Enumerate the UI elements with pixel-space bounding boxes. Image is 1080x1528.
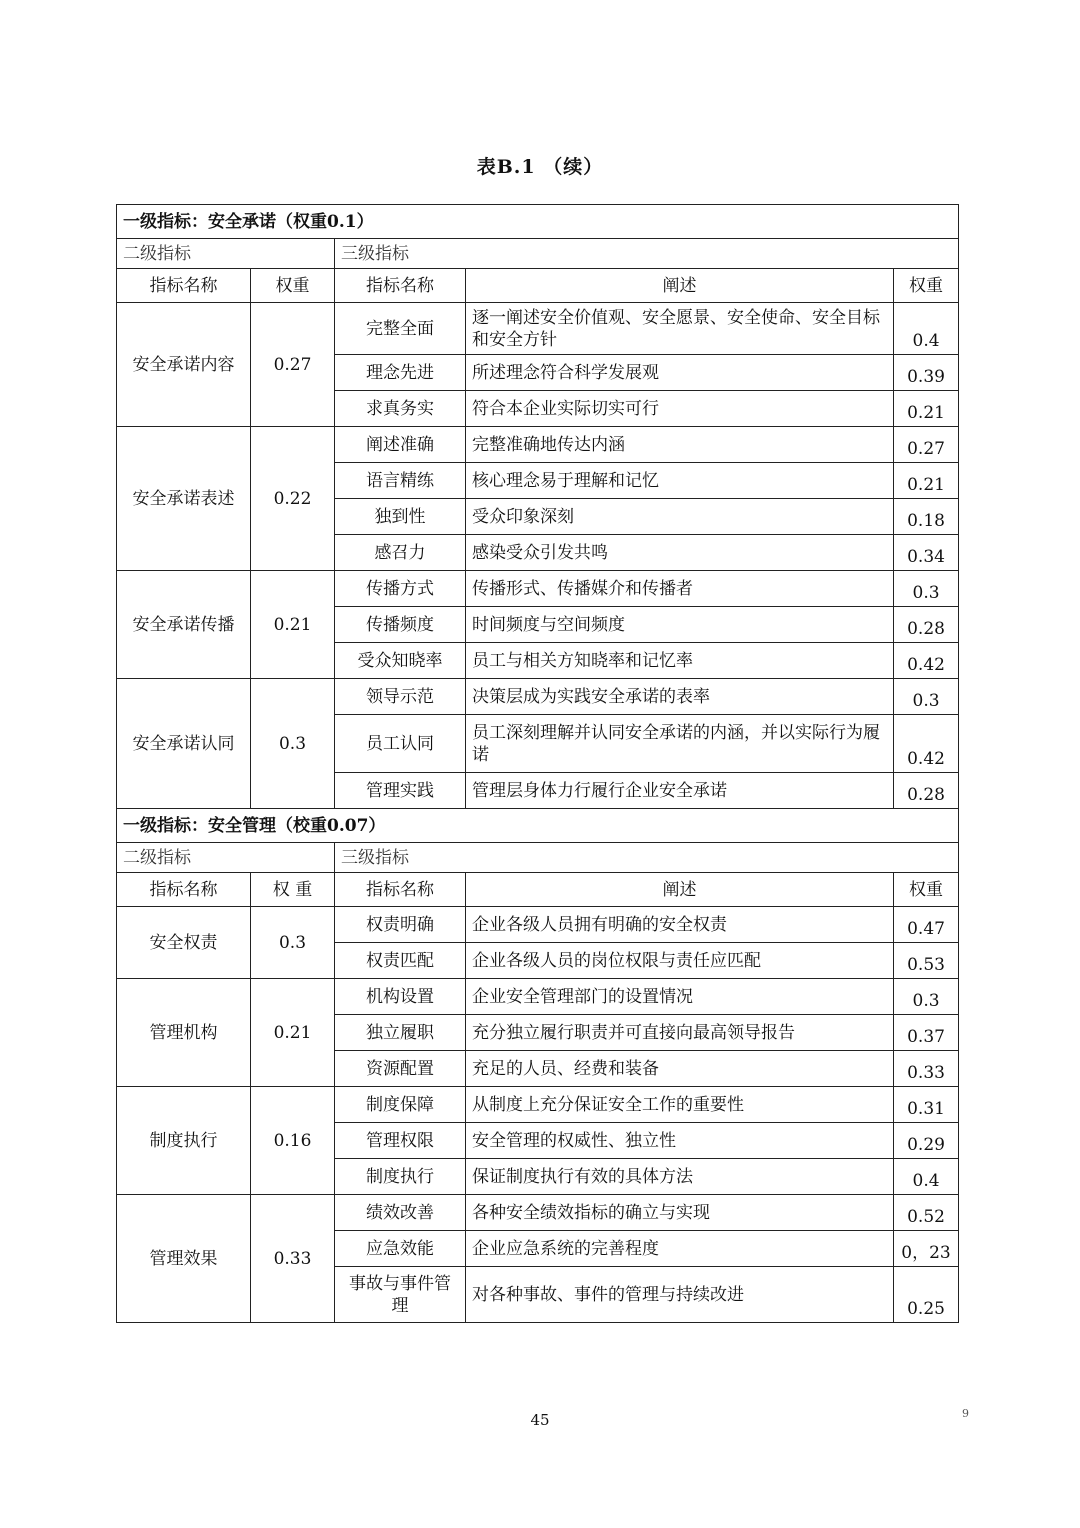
group-weight: 0.21 <box>251 571 335 679</box>
group-name: 安全权责 <box>117 907 251 979</box>
item-name: 求真务实 <box>335 391 466 427</box>
col-header-weight: 权重 <box>894 873 959 907</box>
group-name: 管理机构 <box>117 979 251 1087</box>
item-desc: 保证制度执行有效的具体方法 <box>466 1159 894 1195</box>
item-desc: 核心理念易于理解和记忆 <box>466 463 894 499</box>
col-header-name: 指标名称 <box>117 873 251 907</box>
item-weight: 0.29 <box>894 1123 959 1159</box>
item-weight: 0.3 <box>894 979 959 1015</box>
item-desc: 企业应急系统的完善程度 <box>466 1231 894 1267</box>
table-title: 表B.1 （续） <box>476 156 604 178</box>
item-name: 独立履职 <box>335 1015 466 1051</box>
item-weight: 0.3 <box>894 679 959 715</box>
item-desc: 符合本企业实际切实可行 <box>466 391 894 427</box>
item-desc: 时间频度与空间频度 <box>466 607 894 643</box>
item-name: 应急效能 <box>335 1231 466 1267</box>
level2-label: 二级指标 <box>117 843 335 873</box>
item-name: 管理权限 <box>335 1123 466 1159</box>
item-name: 传播方式 <box>335 571 466 607</box>
group-weight: 0.3 <box>251 679 335 809</box>
item-weight: 0.4 <box>894 303 959 355</box>
item-weight: 0.37 <box>894 1015 959 1051</box>
table-row <box>117 679 959 715</box>
col-header-desc: 阐述 <box>466 269 894 303</box>
item-name: 阐述准确 <box>335 427 466 463</box>
item-weight: 0.3 <box>894 571 959 607</box>
item-desc: 充足的人员、经费和装备 <box>466 1051 894 1087</box>
level3-label: 三级指标 <box>335 239 959 269</box>
item-desc: 企业安全管理部门的设置情况 <box>466 979 894 1015</box>
table-row <box>117 571 959 607</box>
section-header: 一级指标：安全承诺（权重0.1） <box>117 205 959 239</box>
item-name: 受众知晓率 <box>335 643 466 679</box>
item-name: 权责匹配 <box>335 943 466 979</box>
item-weight: 0.21 <box>894 463 959 499</box>
item-name: 员工认同 <box>335 715 466 773</box>
group-name: 管理效果 <box>117 1195 251 1323</box>
item-desc: 感染受众引发共鸣 <box>466 535 894 571</box>
item-name: 权责明确 <box>335 907 466 943</box>
item-weight: 0.27 <box>894 427 959 463</box>
item-name: 事故与事件管理 <box>335 1267 466 1323</box>
col-header-weight: 权重 <box>251 269 335 303</box>
page-number: 45 <box>530 1411 550 1429</box>
group-name: 安全承诺内容 <box>117 303 251 427</box>
group-weight: 0.27 <box>251 303 335 427</box>
item-name: 传播频度 <box>335 607 466 643</box>
item-name: 机构设置 <box>335 979 466 1015</box>
table-row <box>117 427 959 463</box>
col-header-desc: 阐述 <box>466 873 894 907</box>
item-name: 理念先进 <box>335 355 466 391</box>
group-weight: 0.21 <box>251 979 335 1087</box>
item-name: 感召力 <box>335 535 466 571</box>
col-header-weight: 权 重 <box>251 873 335 907</box>
table-row <box>117 979 959 1015</box>
table-row <box>117 1087 959 1123</box>
item-desc: 员工深刻理解并认同安全承诺的内涵，并以实际行为履诺 <box>466 715 894 773</box>
item-weight: 0.28 <box>894 607 959 643</box>
group-weight: 0.33 <box>251 1195 335 1323</box>
item-desc: 从制度上充分保证安全工作的重要性 <box>466 1087 894 1123</box>
item-name: 语言精练 <box>335 463 466 499</box>
group-weight: 0.22 <box>251 427 335 571</box>
item-desc: 员工与相关方知晓率和记忆率 <box>466 643 894 679</box>
item-name: 领导示范 <box>335 679 466 715</box>
item-name: 管理实践 <box>335 773 466 809</box>
item-weight: 0.18 <box>894 499 959 535</box>
indicator-table <box>116 204 959 1323</box>
item-weight: 0.31 <box>894 1087 959 1123</box>
item-weight: 0.4 <box>894 1159 959 1195</box>
item-weight: 0.34 <box>894 535 959 571</box>
item-desc: 企业各级人员的岗位权限与责任应匹配 <box>466 943 894 979</box>
table-row <box>117 907 959 943</box>
corner-mark: 9 <box>962 1407 969 1420</box>
group-weight: 0.3 <box>251 907 335 979</box>
item-name: 完整全面 <box>335 303 466 355</box>
item-weight: 0.42 <box>894 643 959 679</box>
item-weight: 0.53 <box>894 943 959 979</box>
item-name: 独到性 <box>335 499 466 535</box>
group-weight: 0.16 <box>251 1087 335 1195</box>
col-header-name: 指标名称 <box>335 269 466 303</box>
item-weight: 0.33 <box>894 1051 959 1087</box>
item-desc: 安全管理的权威性、独立性 <box>466 1123 894 1159</box>
item-weight: 0.52 <box>894 1195 959 1231</box>
group-name: 安全承诺认同 <box>117 679 251 809</box>
item-desc: 充分独立履行职责并可直接向最高领导报告 <box>466 1015 894 1051</box>
item-desc: 决策层成为实践安全承诺的表率 <box>466 679 894 715</box>
section-header: 一级指标：安全管理（校重0.07） <box>117 809 959 843</box>
group-name: 安全承诺表述 <box>117 427 251 571</box>
group-name: 安全承诺传播 <box>117 571 251 679</box>
item-desc: 所述理念符合科学发展观 <box>466 355 894 391</box>
table-row <box>117 303 959 355</box>
item-desc: 逐一阐述安全价值观、安全愿景、安全使命、安全目标和安全方针 <box>466 303 894 355</box>
item-weight: 0.47 <box>894 907 959 943</box>
table-row <box>117 1195 959 1231</box>
group-name: 制度执行 <box>117 1087 251 1195</box>
item-desc: 管理层身体力行履行企业安全承诺 <box>466 773 894 809</box>
item-desc: 对各种事故、事件的管理与持续改进 <box>466 1267 894 1323</box>
item-weight: 0.39 <box>894 355 959 391</box>
item-name: 制度保障 <box>335 1087 466 1123</box>
item-desc: 完整准确地传达内涵 <box>466 427 894 463</box>
item-name: 绩效改善 <box>335 1195 466 1231</box>
item-weight: 0.42 <box>894 715 959 773</box>
item-desc: 受众印象深刻 <box>466 499 894 535</box>
item-weight: 0.25 <box>894 1267 959 1323</box>
col-header-name: 指标名称 <box>335 873 466 907</box>
item-name: 制度执行 <box>335 1159 466 1195</box>
col-header-weight: 权重 <box>894 269 959 303</box>
item-desc: 传播形式、传播媒介和传播者 <box>466 571 894 607</box>
item-desc: 各种安全绩效指标的确立与实现 <box>466 1195 894 1231</box>
item-weight: 0.28 <box>894 773 959 809</box>
level2-label: 二级指标 <box>117 239 335 269</box>
item-weight: 0.21 <box>894 391 959 427</box>
item-weight: 0，23 <box>894 1231 959 1267</box>
col-header-name: 指标名称 <box>117 269 251 303</box>
item-desc: 企业各级人员拥有明确的安全权责 <box>466 907 894 943</box>
level3-label: 三级指标 <box>335 843 959 873</box>
item-name: 资源配置 <box>335 1051 466 1087</box>
